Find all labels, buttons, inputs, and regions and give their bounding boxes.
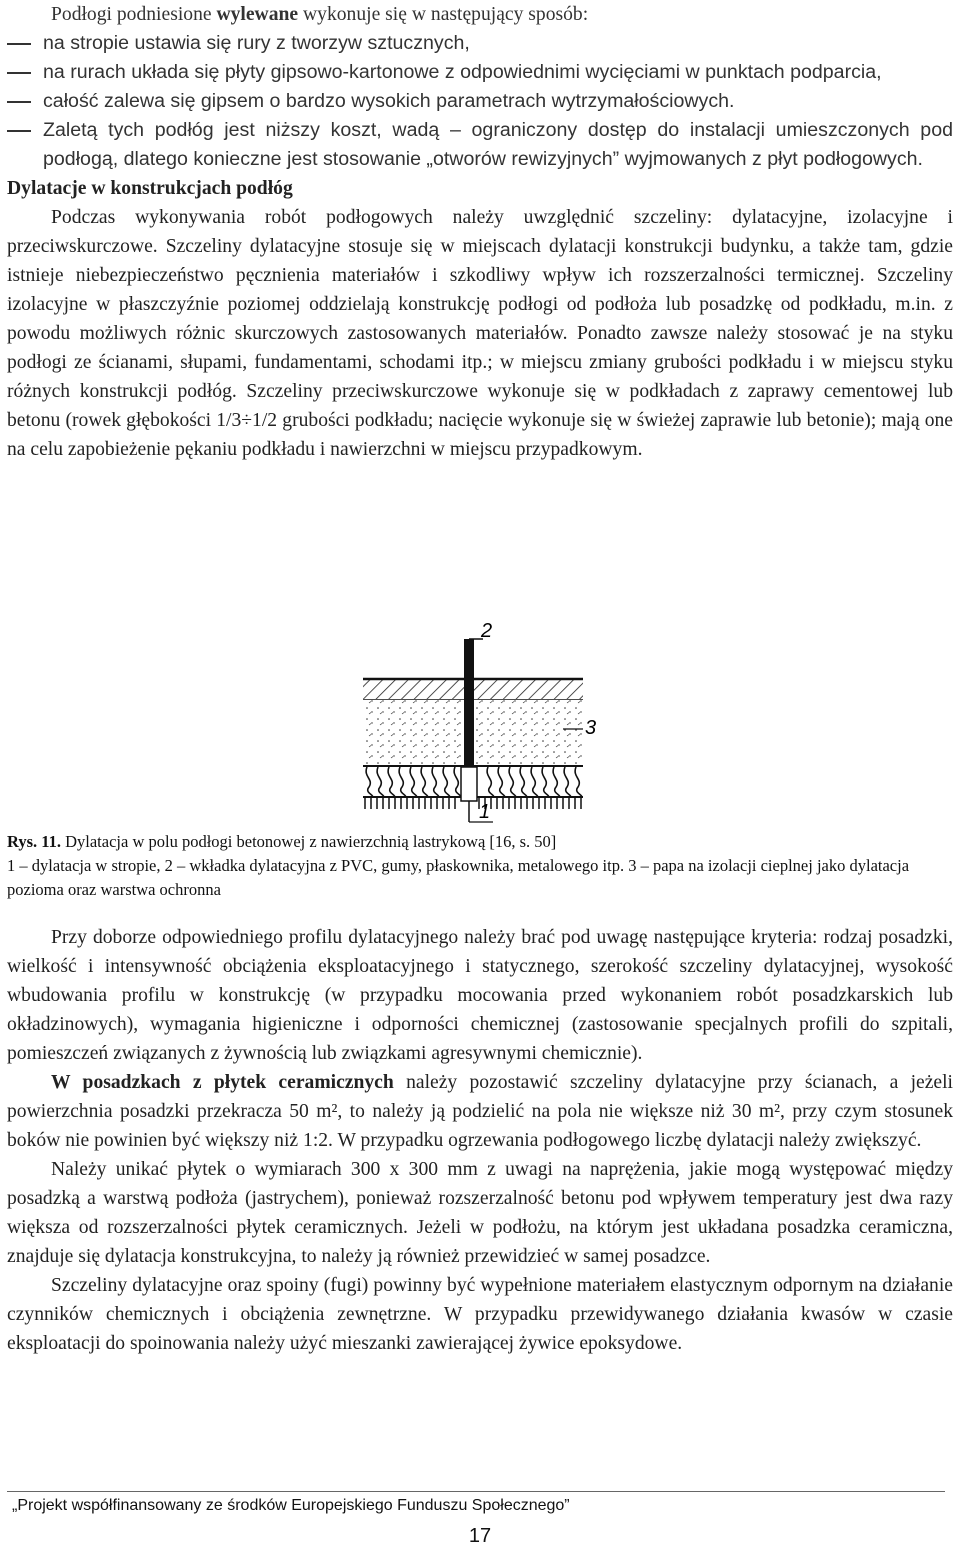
list-item-text: Zaletą tych podłóg jest niższy koszt, wadą – ograniczony dostęp do instalacji umieszczonych pod podłogą, dlatego konieczne jest stosowanie „otworów rewizyjnych” wyjmowanych z płyt podłogowych. bbox=[43, 119, 953, 170]
insulation-curl bbox=[575, 767, 581, 797]
list-item-text: na rurach układa się płyty gipsowo-kartonowe z odpowiednimi wycięciami w punktach podparcia, bbox=[43, 61, 882, 83]
list-item bbox=[7, 87, 953, 116]
joint-insert bbox=[464, 639, 474, 767]
caption-legend: 1 – dylatacja w stropie, 2 – wkładka dylatacyjna z PVC, gumy, płaskownika, metalowego itp. 3 – papa na izolacji cieplnej jako dylatacja pozioma oraz warstwa ochronna bbox=[7, 856, 910, 899]
figure-label-1: 1 bbox=[479, 801, 491, 823]
body-section bbox=[7, 923, 953, 1358]
list-item-text: całość zalewa się gipsem o bardzo wysokich parametrach wytrzymałościowych. bbox=[43, 90, 735, 112]
insulation-curl bbox=[443, 767, 449, 797]
insulation-curl bbox=[509, 767, 515, 797]
insulation-curl bbox=[410, 767, 416, 797]
page-number: 17 bbox=[468, 1525, 492, 1547]
insulation-curl bbox=[498, 767, 504, 797]
insulation-curl bbox=[377, 767, 383, 797]
intro-text-before: Podłogi podniesione bbox=[51, 4, 217, 25]
paragraph-ceramic-bold: W posadzkach z płytek ceramicznych bbox=[51, 1072, 394, 1093]
intro-paragraph bbox=[7, 0, 953, 29]
footer-text: „Projekt współfinansowany ze środków Europejskiego Funduszu Społecznego” bbox=[12, 1497, 570, 1514]
insulation-curl bbox=[531, 767, 537, 797]
paragraph-tiles: Należy unikać płytek o wymiarach 300 x 300 mm z uwagi na naprężenia, jakie mogą występować między posadzką a warstwą podłoża (jastrychem), ponieważ rozszerzalność betonu pod wpływem temperatury jest dwa razy większa od rozszerzalności płytek ceramicznych. Jeżeli w podłożu, na którym jest układana posadzka ceramiczna, znajduje się dylatacja konstrukcyjna, to należy ją również przewidzieć w samej posadzce. bbox=[7, 1159, 953, 1267]
top-section bbox=[7, 0, 953, 464]
insulation-curl bbox=[553, 767, 559, 797]
insulation-curl bbox=[487, 767, 493, 797]
section-paragraph: Podczas wykonywania robót podłogowych należy uwzględnić szczeliny: dylatacyjne, izolacyjne i przeciwskurczowe. Szczeliny dylatacyjne stosuje się w miejscach dylatacji konstrukcji budynku, a także tam, gdzie istnieje niebezpieczeństwo pęcznienia materiałów i szkodliwy wpływ ich rozszerzalności termicznej. Szczeliny izolacyjne w płaszczyźnie poziomej oddzielają konstrukcję podłogi od podłoża lub posadzkę od podkładu, m.in. z powodu możliwych różnic skurczowych zastosowanych materiałów. Ponadto zawsze należy stosować je na styku podłogi ze ścianami, słupami, fundamentami, schodami itp.; w miejscu zmiany grubości podkładu i w miejscu styku różnych konstrukcji podłóg. Szczeliny przeciwskurczowe wykonuje się w podkładach z zaprawy cementowej lub betonu (rowek głębokości 1/3÷1/2 grubości podkładu; nacięcie wykonuje się w świeżej zaprawie lub betonie); mają one na celu zapobieżenie pękaniu podkładu i nawierzchni w miejscu przypadkowym. bbox=[7, 207, 953, 460]
section-heading: Dylatacje w konstrukcjach podłóg bbox=[7, 178, 293, 199]
footer-divider bbox=[7, 1491, 945, 1492]
list-item bbox=[7, 58, 953, 87]
caption-title-line bbox=[7, 830, 953, 854]
insulation-curl bbox=[520, 767, 526, 797]
paragraph-criteria: Przy doborze odpowiedniego profilu dylatacyjnego należy brać pod uwagę następujące kryteria: rodzaj posadzki, wielkość i intensywność obciążenia eksploatacyjnego i statycznego, szerokość szczeliny dylatacyjnej, wysokość wbudowania profilu w konstrukcję (w przypadku mocowania przed wykonaniem robót posadzkarskich lub okładzinowych), wymagania higieniczne i odporności chemicznej (zastosowanie specjalnych profili do szpitali, pomieszczeń związanych z żywnością lub związkami agresywnymi chemicznie). bbox=[7, 927, 953, 1064]
figure-caption bbox=[7, 830, 953, 902]
list-item-text: na stropie ustawia się rury z tworzyw sztucznych, bbox=[43, 32, 470, 54]
dilatation-figure bbox=[343, 617, 613, 827]
dilatation-diagram bbox=[343, 617, 613, 827]
insulation-curl bbox=[421, 767, 427, 797]
caption-title: Dylatacja w polu podłogi betonowej z nawierzchnią lastrykową [16, s. 50] bbox=[60, 832, 557, 851]
caption-label: Rys. 11. bbox=[7, 832, 61, 851]
insulation-curl bbox=[542, 767, 548, 797]
paragraph-ceramic bbox=[7, 1068, 953, 1155]
insulation-curl bbox=[454, 767, 460, 797]
intro-emphasis: wylewane bbox=[216, 4, 299, 25]
insulation-curl bbox=[399, 767, 405, 797]
paragraph-ceramic-rest: należy pozostawić szczeliny dylatacyjne przy ścianach, a jeżeli powierzchnia posadzki przekracza 50 m², to należy ją podzielić na pola nie większe niż 30 m², przy czym stosunek boków nie powinien być większy niż 1:2. W przypadku ogrzewania podłogowego liczbę dylatacji należy zwiększyć. bbox=[7, 1072, 953, 1151]
insulation-curl bbox=[388, 767, 394, 797]
list-item bbox=[7, 116, 953, 174]
slab-joint bbox=[461, 767, 477, 801]
figure-label-3: 3 bbox=[585, 717, 597, 739]
insulation-curl bbox=[432, 767, 438, 797]
intro-text-after: wykonuje się w następujący sposób: bbox=[298, 4, 589, 25]
insulation-curl bbox=[366, 767, 372, 797]
paragraph-joints: Szczeliny dylatacyjne oraz spoiny (fugi) powinny być wypełnione materiałem elastycznym odpornym na działanie czynników chemicznych i obciążenia zewnętrzne. W przypadku przewidywanego działania kwasów w czasie eksploatacji do spoinowania należy użyć mieszanki zawierającej żywice epoksydowe. bbox=[7, 1275, 953, 1354]
bullet-list bbox=[7, 29, 953, 174]
insulation-curl bbox=[564, 767, 570, 797]
list-item bbox=[7, 29, 953, 58]
figure-label-2: 2 bbox=[481, 620, 493, 642]
